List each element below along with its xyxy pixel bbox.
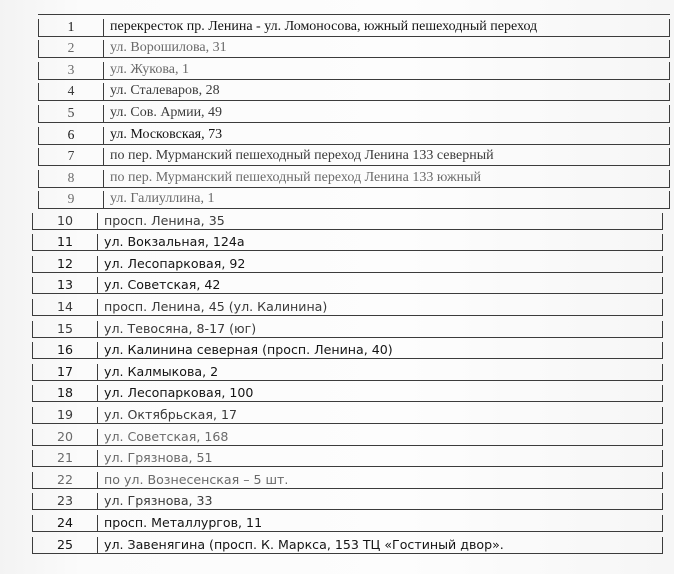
row-number-cell: 14 — [32, 299, 98, 315]
table-row — [32, 208, 663, 230]
row-number-cell: 5 — [38, 105, 104, 122]
table-row — [32, 467, 663, 489]
address-cell: ул. Сталеваров, 28 — [104, 83, 670, 100]
address-cell: ул. Советская, 168 — [98, 429, 663, 445]
address-cell: ул. Тевосяна, 8-17 (юг) — [98, 321, 663, 337]
table-row — [32, 273, 663, 295]
address-cell: ул. Сов. Армии, 49 — [104, 105, 670, 122]
address-cell: ул. Калинина северная (просп. Ленина, 40) — [98, 342, 663, 358]
row-number-cell: 16 — [32, 342, 98, 358]
address-cell: ул. Советская, 42 — [98, 277, 663, 293]
table-row — [32, 230, 663, 252]
address-cell: ул. Ворошилова, 31 — [104, 40, 670, 57]
table-row — [38, 166, 670, 188]
table-row — [32, 510, 663, 532]
address-cell: ул. Завенягина (просп. К. Маркса, 153 ТЦ «Гостиный двор». — [98, 537, 663, 553]
row-number-cell: 20 — [32, 429, 98, 445]
address-cell: по пер. Мурманский пешеходный переход Ленина 133 северный — [104, 148, 670, 165]
address-cell: ул. Жукова, 1 — [104, 62, 670, 79]
upper-rows — [38, 15, 670, 209]
row-number-cell: 1 — [38, 19, 104, 36]
table-row — [32, 359, 663, 381]
address-cell: по пер. Мурманский пешеходный переход Ленина 133 южный — [104, 170, 670, 187]
address-cell: ул. Октябрьская, 17 — [98, 407, 663, 423]
table-row — [38, 123, 670, 145]
row-number-cell: 17 — [32, 364, 98, 380]
table-row — [32, 338, 663, 360]
address-cell: перекресток пр. Ленина - ул. Ломоносова, южный пешеходный переход — [104, 19, 670, 36]
row-number-cell: 13 — [32, 277, 98, 293]
row-number-cell: 12 — [32, 256, 98, 272]
address-cell: ул. Московская, 73 — [104, 127, 670, 144]
row-number-cell: 4 — [38, 83, 104, 100]
row-number-cell: 19 — [32, 407, 98, 423]
address-cell: по ул. Вознесенская – 5 шт. — [98, 472, 663, 488]
table-row — [32, 424, 663, 446]
table-row — [32, 446, 663, 468]
table-row — [32, 251, 663, 273]
table-row — [38, 80, 670, 102]
address-table-upper — [38, 14, 670, 209]
table-row — [38, 101, 670, 123]
lower-rows — [32, 208, 663, 554]
row-number-cell: 2 — [38, 40, 104, 57]
table-row — [32, 294, 663, 316]
table-row — [32, 532, 663, 554]
address-cell: ул. Галиуллина, 1 — [104, 191, 670, 208]
table-row — [38, 145, 670, 167]
address-cell: ул. Калмыкова, 2 — [98, 364, 663, 380]
row-number-cell: 6 — [38, 127, 104, 144]
table-row — [38, 188, 670, 210]
row-number-cell: 7 — [38, 148, 104, 165]
address-cell: просп. Ленина, 35 — [98, 213, 663, 229]
row-number-cell: 3 — [38, 62, 104, 79]
address-cell: просп. Ленина, 45 (ул. Калинина) — [98, 299, 663, 315]
table-row — [32, 489, 663, 511]
table-row — [32, 402, 663, 424]
row-number-cell: 25 — [32, 537, 98, 553]
row-number-cell: 24 — [32, 515, 98, 531]
row-number-cell: 21 — [32, 450, 98, 466]
row-number-cell: 15 — [32, 321, 98, 337]
table-row — [38, 37, 670, 59]
table-row — [38, 15, 670, 37]
address-cell: ул. Грязнова, 33 — [98, 493, 663, 509]
row-number-cell: 22 — [32, 472, 98, 488]
address-table-lower — [32, 208, 663, 554]
row-number-cell: 8 — [38, 170, 104, 187]
row-number-cell: 10 — [32, 213, 98, 229]
row-number-cell: 18 — [32, 385, 98, 401]
address-cell: ул. Вокзальная, 124а — [98, 234, 663, 250]
address-cell: просп. Металлургов, 11 — [98, 515, 663, 531]
row-number-cell: 23 — [32, 493, 98, 509]
address-cell: ул. Лесопарковая, 92 — [98, 256, 663, 272]
table-row — [32, 381, 663, 403]
address-cell: ул. Лесопарковая, 100 — [98, 385, 663, 401]
address-cell: ул. Грязнова, 51 — [98, 450, 663, 466]
table-row — [32, 316, 663, 338]
table-row — [38, 58, 670, 80]
row-number-cell: 11 — [32, 234, 98, 250]
row-number-cell: 9 — [38, 191, 104, 208]
